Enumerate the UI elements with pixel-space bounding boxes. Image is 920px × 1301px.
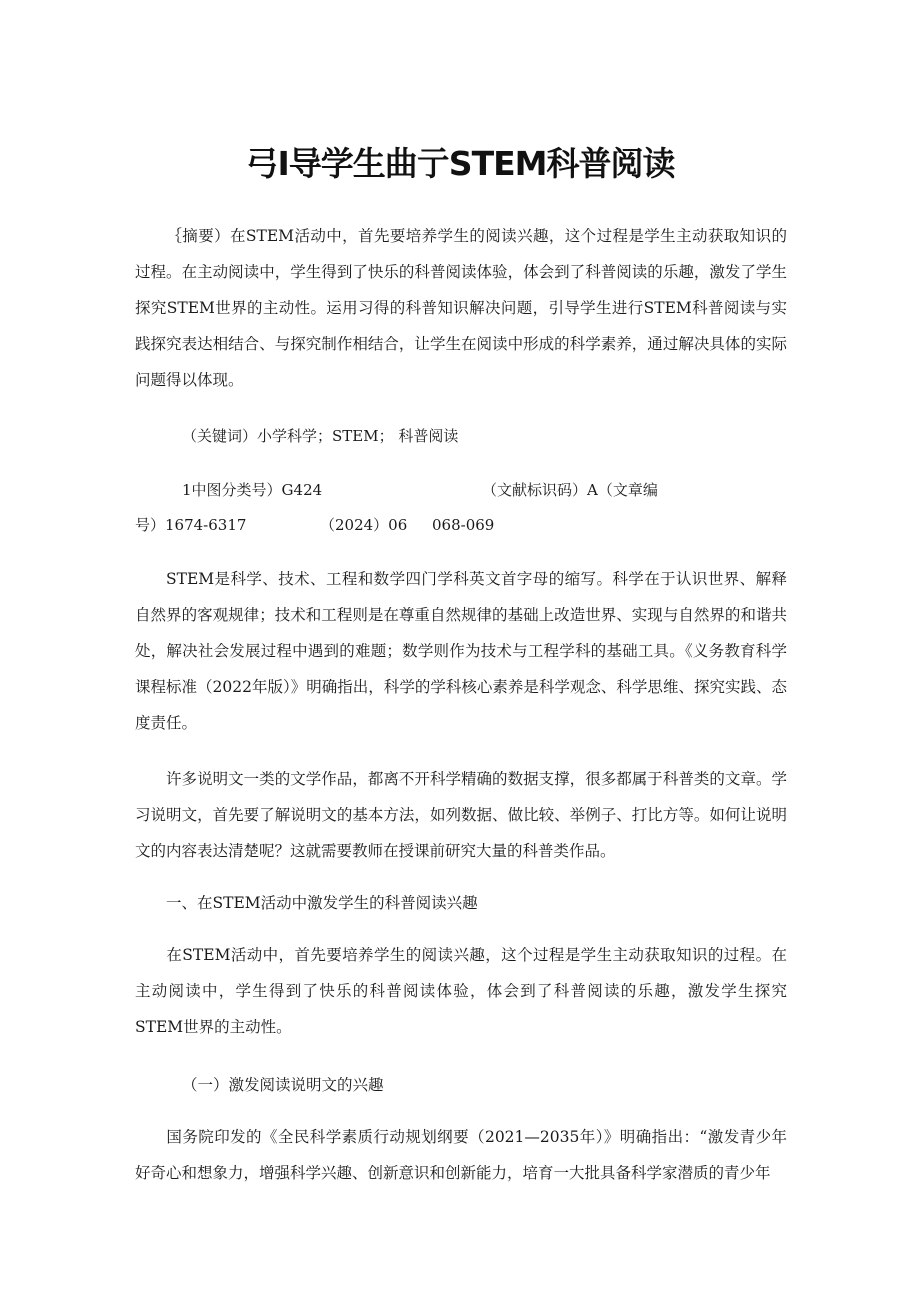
document-code: （文献标识码）A（文章编	[482, 481, 658, 499]
paragraph-1-text: STEM是科学、技术、工程和数学四门学科英文首字母的缩写。科学在于认识世界、解释自然界的客观规律；技术和工程则是在尊重自然规律的基础上改造世界、实现与自然界的和谐共处，解决社会发展过程中遇到的难题；数学则作为技术与工程学科的基础工具。《义务教育科学课程标准（2022年版）》明确指出，科学的学科核心素养是科学观念、科学思维、探究实践、态度责任。	[135, 570, 787, 732]
abstract-paragraph	[135, 218, 787, 398]
keywords-line: （关键词）小学科学；STEM； 科普阅读	[182, 427, 459, 445]
clc-number: 1中图分类号）G424	[182, 481, 323, 499]
subsection-heading-1: （一）激发阅读说明文的兴趣	[182, 1076, 384, 1094]
page-range: 068-069	[432, 516, 495, 534]
paragraph-2-text: 许多说明文一类的文学作品，都离不开科学精确的数据支撑，很多都属于科普类的文章。学习说明文，首先要了解说明文的基本方法，如列数据、做比较、举例子、打比方等。如何让说明文的内容表达清楚呢？这就需要教师在授课前研究大量的科普类作品。	[135, 770, 787, 860]
body-paragraph-4	[135, 1119, 787, 1191]
body-paragraph-3	[135, 937, 787, 1045]
body-paragraph-2	[135, 761, 787, 869]
body-paragraph-1	[135, 561, 787, 741]
document-title: 弓I导学生曲亍STEM科普阅读	[245, 144, 675, 183]
paragraph-3-text: 在STEM活动中，首先要培养学生的阅读兴趣，这个过程是学生主动获取知识的过程。在主动阅读中，学生得到了快乐的科普阅读体验，体会到了科普阅读的乐趣，激发学生探究STEM世界的主动性。	[135, 946, 787, 1036]
section-heading-1: 一、在STEM活动中激发学生的科普阅读兴趣	[166, 894, 478, 912]
issue-number: （2024）06	[320, 516, 408, 534]
paragraph-4-text: 国务院印发的《全民科学素质行动规划纲要（2021—2035年）》明确指出：“激发青少年好奇心和想象力，增强科学兴趣、创新意识和创新能力，培育一大批具备科学家潜质的青少年	[135, 1128, 787, 1182]
article-number: 号）1674-6317	[135, 516, 247, 534]
abstract-text: ｛摘要）在STEM活动中，首先要培养学生的阅读兴趣，这个过程是学生主动获取知识的过程。在主动阅读中，学生得到了快乐的科普阅读体验，体会到了科普阅读的乐趣，激发了学生探究STEM世界的主动性。运用习得的科普知识解决问题，引导学生进行STEM科普阅读与实践探究表达相结合、与探究制作相结合，让学生在阅读中形成的科学素养，通过解决具体的实际问题得以体现。	[135, 227, 787, 389]
